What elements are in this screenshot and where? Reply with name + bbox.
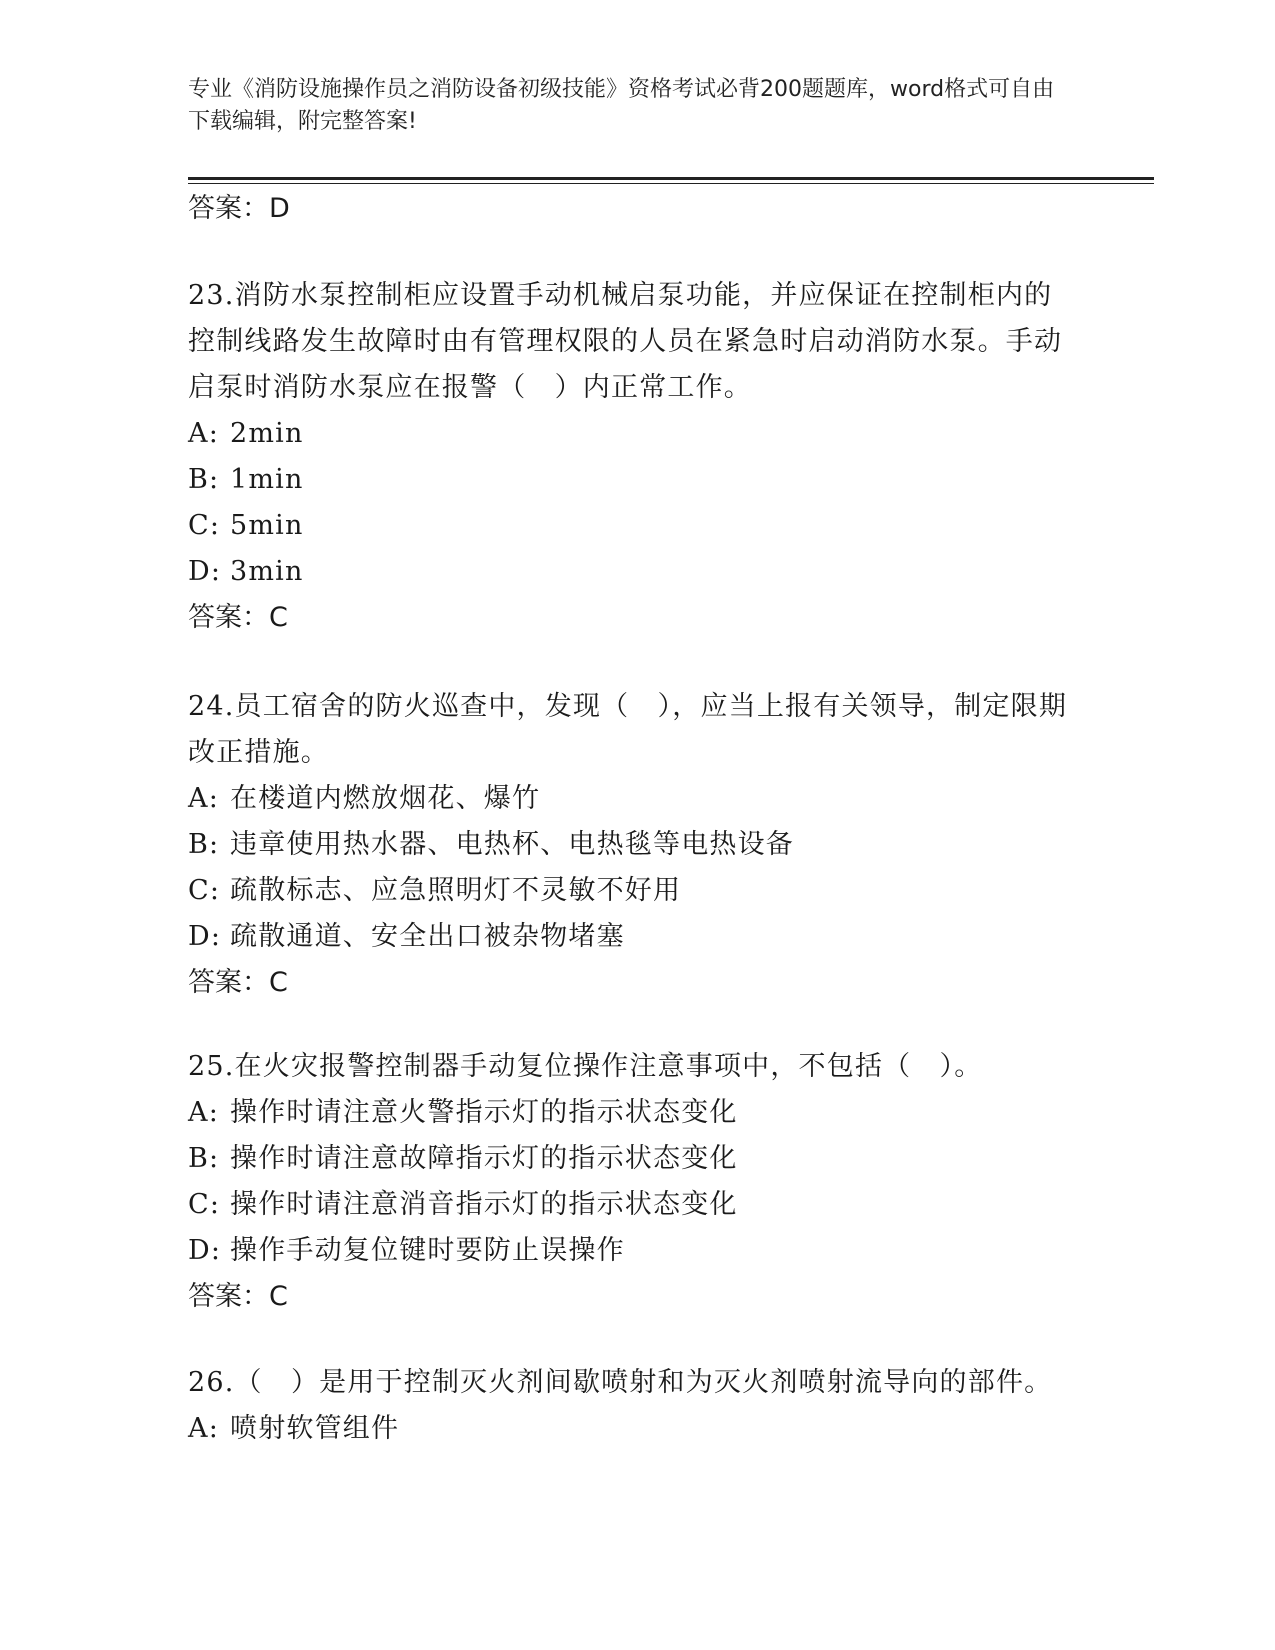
option-letter: D: — [188, 556, 222, 587]
answer-line: 答案：D — [188, 193, 290, 224]
question-stem: 25.在火灾报警控制器手动复位操作注意事项中，不包括（ ）。 — [188, 1051, 983, 1082]
option-text: 操作时请注意故障指示灯的指示状态变化 — [230, 1143, 738, 1174]
option-letter: C: — [188, 1189, 221, 1220]
option-text: 操作时请注意消音指示灯的指示状态变化 — [230, 1189, 738, 1220]
question-24 — [188, 684, 1068, 1006]
question-stem: 24.员工宿舍的防火巡查中，发现（ ），应当上报有关领导，制定限期改正措施。 — [188, 691, 1068, 768]
option-text: 在楼道内燃放烟花、爆竹 — [230, 783, 541, 814]
header-divider-thin — [188, 183, 1154, 184]
option-c — [188, 868, 1068, 914]
option-c — [188, 1182, 1088, 1228]
option-letter: A: — [188, 783, 219, 814]
option-letter: B: — [188, 1143, 220, 1174]
option-letter: B: — [188, 829, 220, 860]
option-b — [188, 457, 1068, 503]
document-header: 专业《消防设施操作员之消防设备初级技能》资格考试必背200题题库，word格式可自由下载编辑，附完整答案! — [188, 77, 1055, 134]
answer-line: 答案：C — [188, 1281, 288, 1312]
option-d — [188, 549, 1068, 595]
question-stem: 23.消防水泵控制柜应设置手动机械启泵功能，并应保证在控制柜内的控制线路发生故障时由有管理权限的人员在紧急时启动消防水泵。手动启泵时消防水泵应在报警（ ）内正常工作。 — [188, 280, 1063, 403]
option-text: 疏散标志、应急照明灯不灵敏不好用 — [230, 875, 682, 906]
option-text: 违章使用热水器、电热杯、电热毯等电热设备 — [230, 829, 794, 860]
option-b — [188, 1136, 1088, 1182]
option-letter: B: — [188, 464, 220, 495]
header-divider-thick — [188, 177, 1154, 180]
answer-line: 答案：C — [188, 602, 288, 633]
option-text: 2min — [230, 418, 304, 449]
option-letter: A: — [188, 1413, 219, 1444]
option-letter: A: — [188, 1097, 219, 1128]
option-letter: D: — [188, 921, 222, 952]
option-b — [188, 822, 1068, 868]
question-23 — [188, 273, 1068, 641]
option-text: 操作手动复位键时要防止误操作 — [230, 1235, 625, 1266]
question-stem: 26.（ ）是用于控制灭火剂间歇喷射和为灭火剂喷射流导向的部件。 — [188, 1367, 1053, 1398]
option-text: 疏散通道、安全出口被杂物堵塞 — [230, 921, 625, 952]
option-letter: D: — [188, 1235, 222, 1266]
option-text: 5min — [230, 510, 304, 541]
option-text: 1min — [230, 464, 304, 495]
option-text: 3min — [230, 556, 304, 587]
question-26 — [188, 1360, 1088, 1452]
prev-answer-block — [188, 186, 1088, 232]
option-a — [188, 411, 1068, 457]
answer-line: 答案：C — [188, 967, 288, 998]
option-a — [188, 1090, 1088, 1136]
question-25 — [188, 1044, 1088, 1320]
option-c — [188, 503, 1068, 549]
option-d — [188, 1228, 1088, 1274]
option-d — [188, 914, 1068, 960]
option-text: 喷射软管组件 — [230, 1413, 400, 1444]
option-a — [188, 1406, 1088, 1452]
option-text: 操作时请注意火警指示灯的指示状态变化 — [230, 1097, 738, 1128]
option-letter: C: — [188, 875, 221, 906]
option-letter: A: — [188, 418, 219, 449]
option-letter: C: — [188, 510, 221, 541]
option-a — [188, 776, 1068, 822]
